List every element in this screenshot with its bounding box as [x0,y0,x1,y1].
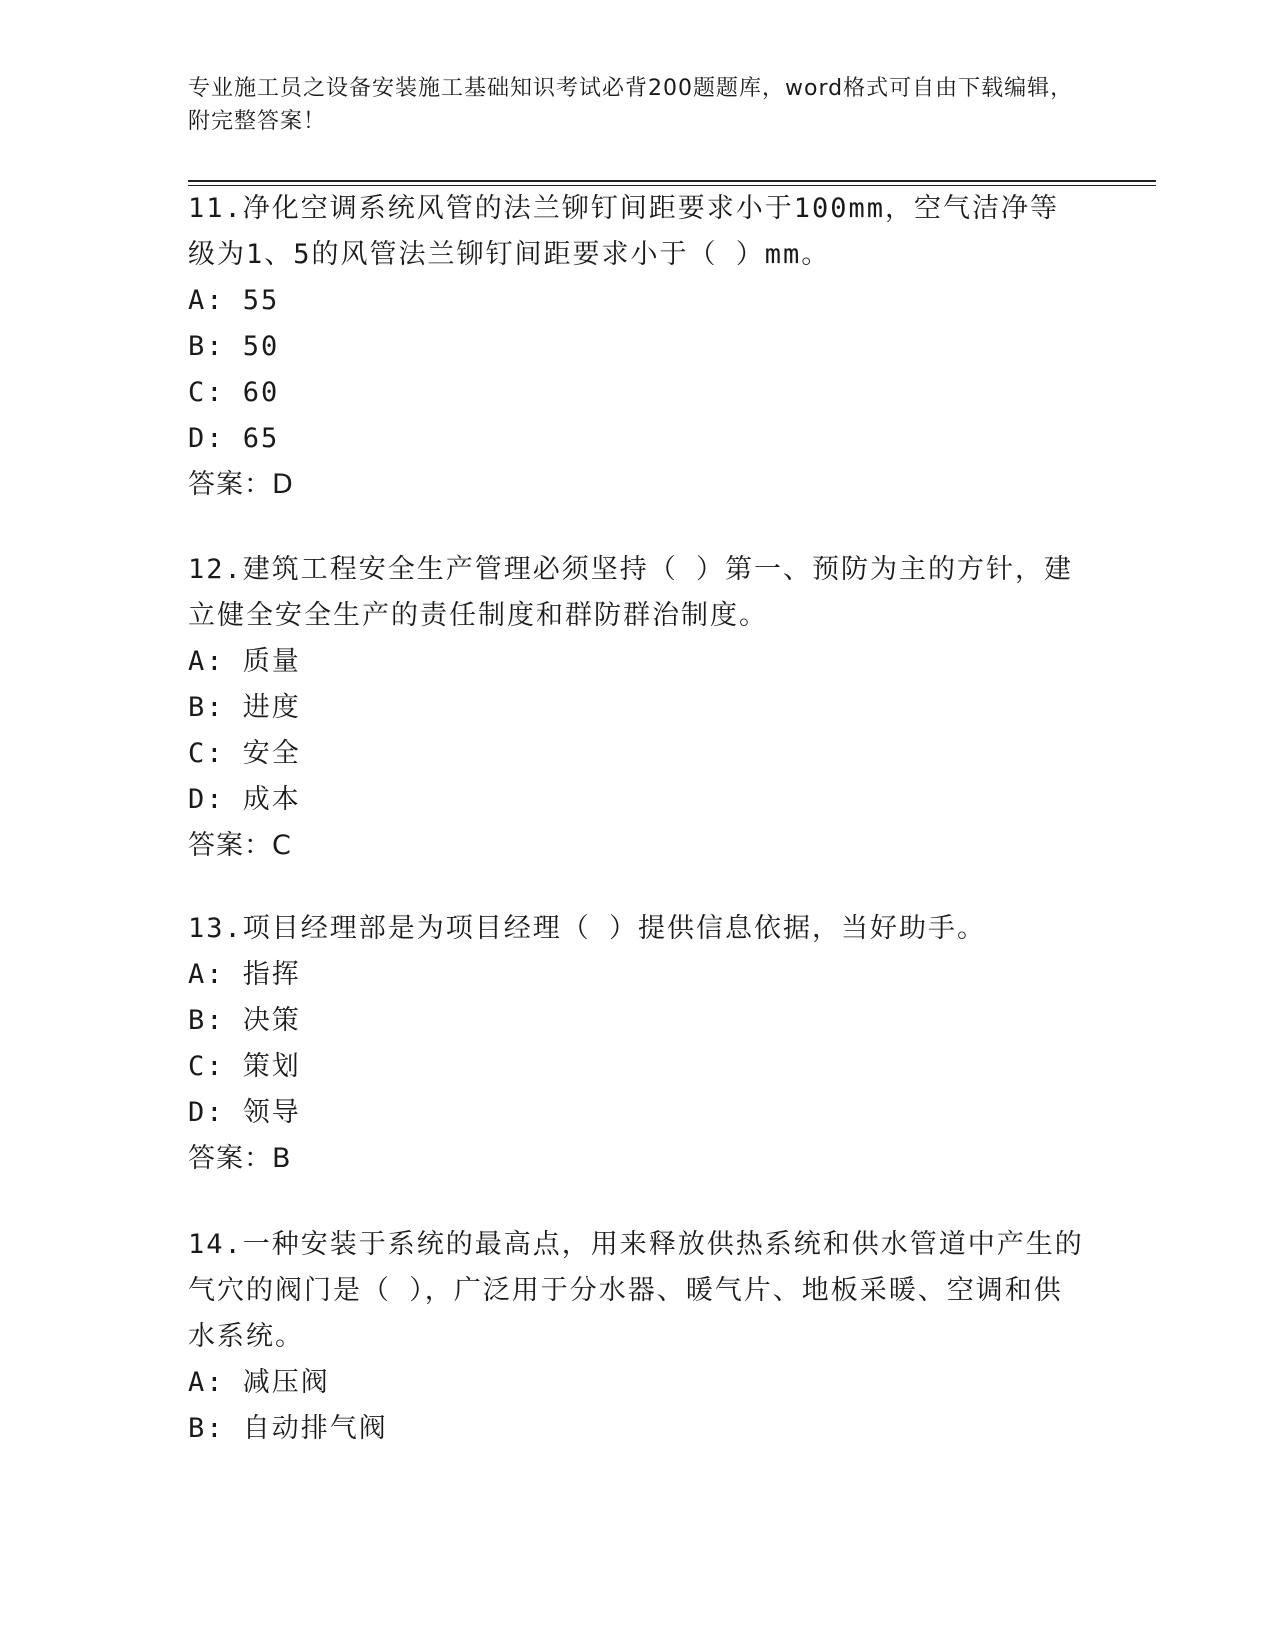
option-c: C: 安全 [188,738,301,769]
question-text: 13.项目经理部是为项目经理（ ）提供信息依据，当好助手。 [188,913,987,944]
answer: 答案：B [188,1143,292,1174]
option-d: D: 领导 [188,1097,301,1128]
option-a: A: 减压阀 [188,1367,330,1398]
document-header: 专业施工员之设备安装施工基础知识考试必背200题题库，word格式可自由下载编辑，附完整答案！ [188,76,1074,134]
answer: 答案：D [188,469,294,500]
option-d: D: 成本 [188,784,301,815]
question-text: 12.建筑工程安全生产管理必须坚持（ ）第一、预防为主的方针，建立健全安全生产的责任制度和群防群治制度。 [188,554,1074,631]
option-c: C: 60 [188,377,280,408]
option-a: A: 55 [188,285,280,316]
question-14 [188,1222,1088,1452]
question-text: 11.净化空调系统风管的法兰铆钉间距要求小于100mm，空气洁净等级为1、5的风管法兰铆钉间距要求小于（ ）mm。 [188,193,1060,270]
option-a: A: 质量 [188,646,301,677]
option-b: B: 自动排气阀 [188,1413,388,1444]
option-a: A: 指挥 [188,959,301,990]
question-13 [188,906,1088,1182]
question-12 [188,547,1088,869]
option-b: B: 50 [188,331,280,362]
option-b: B: 进度 [188,692,301,723]
question-text: 14.一种安装于系统的最高点，用来释放供热系统和供水管道中产生的气穴的阀门是（ ），广泛用于分水器、暖气片、地板采暖、空调和供水系统。 [188,1229,1084,1352]
option-d: D: 65 [188,423,280,454]
option-b: B: 决策 [188,1005,301,1036]
answer: 答案：C [188,830,292,861]
question-11 [188,186,1088,508]
option-c: C: 策划 [188,1051,301,1082]
header-divider-thick [188,180,1156,182]
